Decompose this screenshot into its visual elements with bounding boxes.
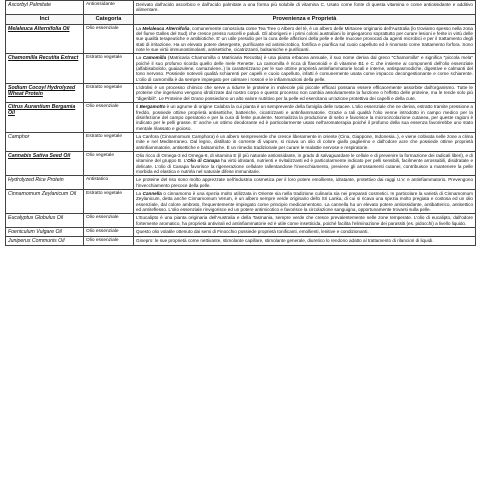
ingredient-description <box>134 54 476 84</box>
table-row <box>6 237 476 246</box>
ingredient-category: Antiossidante <box>84 1 134 15</box>
ingredient-description <box>134 84 476 103</box>
inci-name: Citrus Aurantium Bergamia Oil <box>6 103 84 133</box>
ingredient-category: Olio essenziale <box>84 24 134 54</box>
ingredient-description <box>134 103 476 133</box>
inci-name: Cinnamomum Zeylanicum Oil <box>6 189 84 213</box>
ingredient-description <box>134 151 476 175</box>
table-header-row <box>6 14 476 24</box>
ingredient-category: Estratto vegetale <box>84 189 134 213</box>
table-row <box>6 132 476 151</box>
inci-name: Foeniculum Vulgare Oil <box>6 228 84 237</box>
description-text: Questo olio volatile ottenuto dai semi di Finocchio possiede proprietà tonificanti, emollienti, lenitive e condizionanti. <box>136 229 369 235</box>
description-text: è un agrume di origine Calabra la cui pianta è un sempreverde della famiglia delle rutacee. L'olio essenziale che ne deriva, estratto tramite pressione a freddo, possiede ottime proprietà antisettiche, batteriche, cicatrizzanti e antinfiammatorie. Grazie a tali qualità l'olio venne introdotto in campo medico per la disinfezione del campo operatorio e per la cura di ferite purulente. Normalizza la produzione di sebo e favorisce la microcircolazione cutanea, per queste ragioni è indicato per le pelli grasse. E' anche un ottimo deodorante ed è particolarmente usato nell'aromaterapia poiché il profumo della sua essenza favorirebbe uno stato mentale rilassato e gioioso. <box>136 104 473 131</box>
inci-name: Ascorbyl Palmitate <box>6 1 84 15</box>
ingredient-category: Olio vegetale <box>84 151 134 175</box>
column-header-inci: Inci <box>6 14 84 24</box>
description-lead: La <box>136 55 143 61</box>
description-lead: Il <box>136 104 140 110</box>
ingredients-table-body <box>6 1 476 246</box>
table-row <box>6 103 476 133</box>
ingredient-description <box>134 24 476 54</box>
ingredient-category: Antistatico <box>84 176 134 190</box>
inci-name: Juniperus Communis Oil <box>6 237 84 246</box>
highlighted-ingredient-name: Cannella <box>142 190 162 196</box>
inci-name: Cannabis Sativa Seed Oil <box>6 151 84 175</box>
ingredient-category: Olio essenziale <box>84 228 134 237</box>
column-header-proprieta: Provenienza e Proprietà <box>134 14 476 24</box>
description-lead: La <box>136 190 143 196</box>
table-row <box>6 176 476 190</box>
description-text: Ginepro: le sue proprietà come nettivante, stimolante capillare, stimolante generale, diuretico lo rendono adatto al trattamento di rilanciori di liquidi. <box>136 238 434 244</box>
inci-name: Camphor <box>6 132 84 151</box>
ingredient-description <box>134 237 476 246</box>
column-header-categoria: Categoria <box>84 14 134 24</box>
table-row <box>6 151 476 175</box>
ingredient-category: Olio essenziale <box>84 214 134 228</box>
table-row <box>6 24 476 54</box>
ingredient-description <box>134 1 476 15</box>
inci-name: Hydrolyzed Rice Protein <box>6 176 84 190</box>
ingredients-table <box>5 0 476 246</box>
description-text: ha virtù idratanti, nutrienti e rivitalizzanti ed è particolarmente indicato per pelli sensibili, facilmente arrossabili, disidratate e delicate. L'olio di Canapa favorisce la rigenerazione cellulare rallentandone l'invecchiamento, previene gli arrossamenti cutanei, contribuisce a mantenere la pelle morbida ed elastica e nutrirla nel naturale difese immunitarie. <box>136 158 473 174</box>
inci-name: Chamomilla Recutita Extract <box>6 54 84 84</box>
description-text: La Canfora (Cinnamomum Camphora) è un albero sempreverde che cresce liberamente in oriente (Cina, Giappone, Indonesia..), e viene coltivata nelle zone a clima mite e nel Mediterraneo. Dal legno, distillato in corrente di vapore, si ricava un olio di colore giallo paglierino e dall'odore acre che possiede ottime proprietà antinfiammatorie, antisettiche e balsamiche. È un rimedio tradizionale per curare le malattie nervose e respiratorie. <box>136 133 473 150</box>
table-row <box>6 1 476 15</box>
table-row <box>6 189 476 213</box>
description-text: (Matricaria Chamomilla o Matricaria Recutita) è una pianta erbacea annuale, il suo nome deriva dal greco "Chamomilla" e significa "piccola mela" poiché il suo profumo ricorda quello delle mele Renette. La camomilla è ricca di flavonoidi e di vitamine B1 e C che insieme ai componenti dell'olio essenziale (alfabisabololo, guaiazulene, camazulene..) la caratterizzano per le sue ottime proprietà antinfiammatorie locali e interne, antispasmodiche, digestive e calmanti del tono nervoso. Possiede notevoli qualità schiarenti per capelli e cuoio capelluto, infatti è comunemente usata come impacco decongestionante e come schiarente. L'olio di camomilla è da sempre impiegato per calmare i rossori e le infiammazioni della pelle. <box>136 55 473 82</box>
table-row <box>6 214 476 228</box>
inci-name: Eucalyptus Globulus Oil <box>6 214 84 228</box>
ingredient-category: Estratto vegetale <box>84 54 134 84</box>
highlighted-ingredient-name: Camomilla <box>142 55 167 61</box>
description-lead: Olio ricco di Omega-3 ed Omega-6, di vitamina E (il più naturale antiossidante, in grado di salvaguardare le cellule e di prevenire la formazione dei radicali liberi), e di vitamine del gruppo B. L' <box>136 152 473 164</box>
ingredient-category: Olio essenziale <box>84 237 134 246</box>
ingredient-description <box>134 228 476 237</box>
ingredient-description <box>134 189 476 213</box>
description-lead: La <box>136 25 143 31</box>
description-text: L'idrolisi è un processo chimico che serve a ridurre le proteine in molecole più piccole efficaci possano essere efficacemente assorbite dall'organismo. Tutte le proteine che ingeriamo vengono idrolizzate dal nostro corpo e questo processo non cambia assolutamente la funzione o l'effetto delle proteine, ma le rende solo più "digeribili". Le Proteine del Grano possiedono un alto valore nutritivo per la pelle ed esercitano un'azione protettiva dei capelli e della cute. <box>136 85 473 101</box>
ingredient-description <box>134 132 476 151</box>
ingredient-category: Olio essenziale <box>84 103 134 133</box>
inci-name: Melaleuca Alternifolia Oil <box>6 24 84 54</box>
description-text: , comunemente conosciuta come Tea Tree o Albero del tè, è un albero delle Mirtacee originario dell'Australia (lo troviamo spesso nella zona del fiume Galles del Sud) che cresce presso ruscelli e paludi. Gli aborigeni e i primi coloni australiani lo impiegarono soprattutto per curare lesioni e ferite in virtù delle sue qualità terapeutiche e antibiotiche. E' un utile presidio per la cura delle affezioni della pelle e delle mucose provocati da agenti microbici e per il trattamento degli stati di irritazione. Ha un elevato potere detergente, purificante ed antimicrobico, fortifica e piurifica sul cuoio capelluto ed è rinomato come trattamento forfora. Sono note le sue virtù immunostimolanti, antisettiche, cicatrizzanti, balsamiche e purificanti. <box>136 25 473 53</box>
inci-name: Sodium Cocoyl Hydrolyzed Wheat Protein <box>6 84 84 103</box>
description-text: L'Eucalipto è una pianta originaria dell'Australia e della Tasmania, sempre verde che cresce prevalentemente nelle zone temperate. L'olio di eucalipto, dall'odore fortemente aromatico, ha proprietà antivirali ed antinfiammatorie ed è utile come insetticida, poiché facilita l'eliminazione dei parassiti (es. pidocchi) a livello liquido. <box>136 215 473 226</box>
table-row <box>6 54 476 84</box>
highlighted-ingredient-name: Melaleuca Alternifolia <box>142 25 190 31</box>
description-text: o cinnamomo è una spezia molto utilizzata in Oriente sia nella tradizione culinaria sia nei preparati cosmetici. In particolare la varietà di Cinnamomum Zeylanicum, detta anche Cinnamomum Verum, è un albero sempre verde originario dello Sri Lanka, di cui si ricava una spezia molto pregiata e costosa ed un olio essenziale, dal colore ambrato, frequentemente impiegato come principio medicamentoso. La cannella ha un elevato potere antiossidante, antibatterico, antisettico ed antireflesso. L'olio essenziale rinvigorisce ed un potere antimicotico e favorisce la circolazione sanguigna, opportunamente trovarsi sulla pelle. <box>136 190 473 212</box>
description-text: Derivato dall'acido ascorbico e dall'acido palmitate a una forma più solubile di vitamina C. Usato come fonte di questa vitamina e come antiossidante e additivo alimentare. <box>136 2 473 13</box>
description-text: Le proteine del riso sono molto apprezzate nell'industria cosmetica per il loro potere emolliente, idratante, protettivo dai raggi U.V. e antinfiammatorio. Prevengono l'invecchiamento precoce della pelle. <box>136 177 473 188</box>
table-row <box>6 228 476 237</box>
highlighted-ingredient-name: Bergamotto <box>139 104 166 110</box>
ingredient-description <box>134 176 476 190</box>
ingredient-description <box>134 214 476 228</box>
ingredient-category: Estratto vegetale <box>84 132 134 151</box>
highlighted-ingredient-name: Olio di Canapa <box>187 158 220 164</box>
table-row <box>6 84 476 103</box>
ingredient-category: Estratto vegetale <box>84 84 134 103</box>
